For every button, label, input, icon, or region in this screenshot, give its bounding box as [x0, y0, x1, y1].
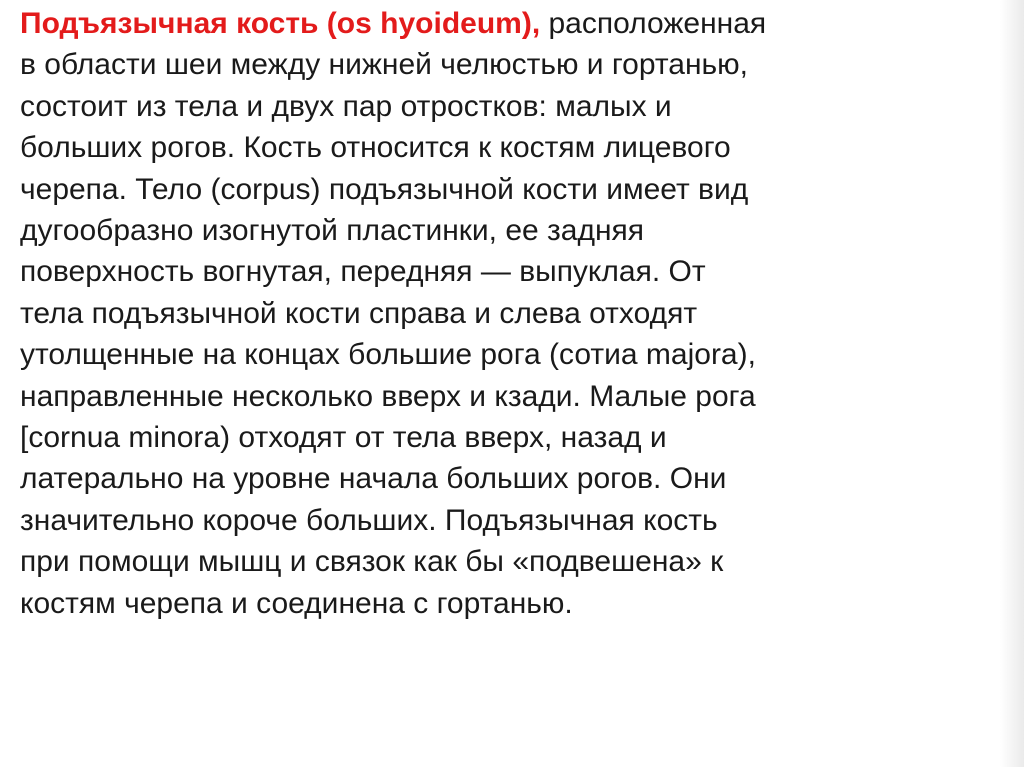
paragraph-line-12: латерально на уровне начала больших рогов. Они — [20, 462, 727, 496]
paragraph-line-3: состоит из тела и двух пар отростков: малых и — [20, 89, 672, 123]
paragraph-line-6: дугообразно изогнутой пластинки, ее задняя — [20, 214, 645, 248]
lead-term: Подъязычная кость (os hyoideum), — [20, 7, 541, 40]
paragraph-line-1 — [20, 3, 920, 44]
paragraph-line-7: поверхность вогнутая, передняя — выпуклая. От — [20, 255, 706, 289]
paragraph-line-8: тела подъязычной кости справа и слева отходят — [20, 296, 698, 330]
paragraph-line-15: костям черепа и соединена с гортанью. — [20, 586, 573, 620]
paragraph-line-2: в области шеи между нижней челюстью и гортанью, — [20, 48, 749, 82]
paragraph-line-4: больших рогов. Кость относится к костям лицевого — [20, 131, 731, 165]
paragraph-line-14: при помощи мышц и связок как бы «подвешена» к — [20, 545, 724, 579]
body-paragraph — [20, 3, 920, 624]
paragraph-line-10: направленные несколько вверх и кзади. Малые рога — [20, 379, 756, 413]
page-edge-shadow — [1000, 0, 1024, 767]
first-line-rest: расположенная — [540, 7, 767, 40]
paragraph-line-9: утолщенные на концах большие рога (сотиа majora), — [20, 338, 756, 372]
paragraph-line-5: черепа. Тело (corpus) подъязычной кости имеет вид — [20, 172, 749, 206]
paragraph-line-11: [cornua minora) отходят от тела вверх, назад и — [20, 421, 667, 455]
paragraph-line-13: значительно короче больших. Подъязычная кость — [20, 503, 718, 537]
